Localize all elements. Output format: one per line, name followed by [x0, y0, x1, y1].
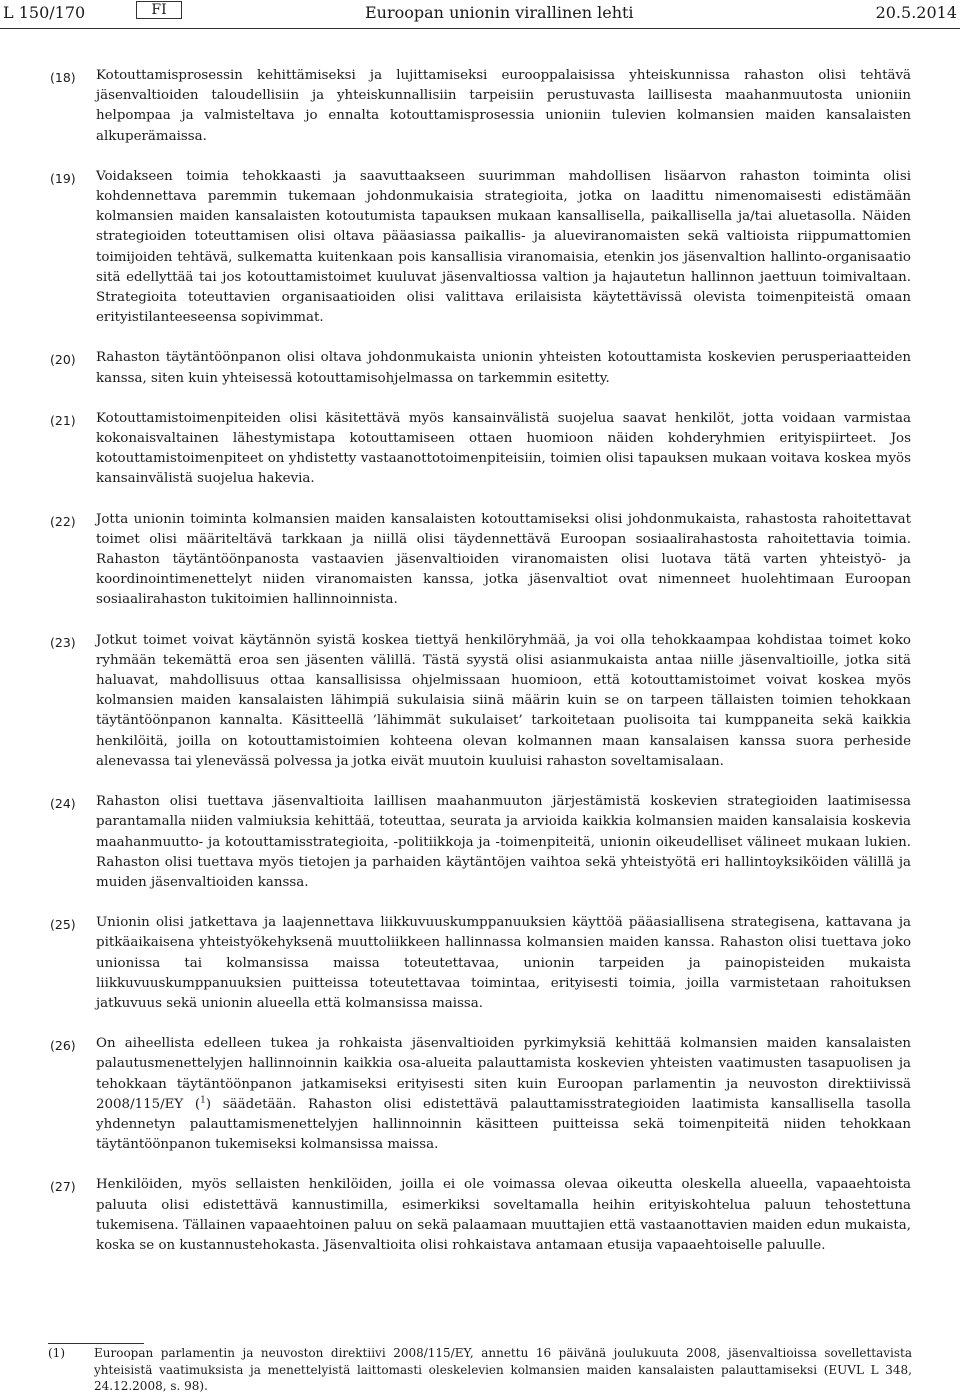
recital-number: (18): [50, 70, 76, 85]
page-number: L 150/170: [3, 3, 86, 22]
recital-number: (20): [50, 352, 76, 368]
recital-number: (26): [50, 1038, 76, 1054]
recital-22: [0, 510, 960, 611]
recital-text: Kotouttamistoimenpiteiden olisi käsitettävä myös kansainvälistä suojelua saavat henkilöt, jotta voidaan varmistaa kokonaisvaltainen lähestymistapa kotouttamiseen ottaen huomioon näiden kohderyhmien erityispiirteet. Jos kotouttamistoimenpiteet on yhdistetty vastaanottotoimenpiteisiin, toimien olisi tapauksen mukaan voitava koskea myös kansainvälistä suojelua hakevia.: [96, 410, 911, 487]
recital-text-part: On aiheellista edelleen tukea ja rohkaista jäsenvaltioiden pyrkimyksiä kehittää kolmansien maiden kansalaisten palautusmenettelyjen hallinnoinnin kaikkia osa-alueita palauttamista koskevien yhteisten vaatimusten tasapuolisen ja tehokkaan täytäntöönpanon jatkamiseksi erityisesti siten kuin Euroopan parlamentin ja neuvoston direktiivissä 2008/115/EY (: [96, 1036, 911, 1112]
recitals-list: [0, 66, 960, 1276]
recital-number: (22): [50, 513, 76, 529]
recital-number: (27): [50, 1179, 76, 1195]
footnote-reference[interactable]: 1: [200, 1095, 206, 1106]
recital-number: (24): [50, 796, 76, 812]
recital-text: [96, 1034, 911, 1155]
footnote-text: Euroopan parlamentin ja neuvoston direktiivi 2008/115/EY, annettu 16 päivänä joulukuuta 2008, jäsenvaltioissa sovellettavista yhteisistä vaatimuksista ja menettelyistä laittomasti oleskelevien kolmansien maiden kansalaisten palauttamiseksi (EUVL L 348, 24.12.2008, s. 98).: [94, 1346, 912, 1393]
footnote: [48, 1345, 912, 1395]
publication-date: 20.5.2014: [875, 3, 957, 22]
header-rule: [0, 28, 960, 29]
recital-text-part: ) säädetään. Rahaston olisi edistettävä palauttamisstrategioiden laatimista kansallisella tasolla yhdennetyn palauttamismenettelyjen hallinnoinnin käsitteen puitteissa sekä toimenpiteitä niiden tehokkaan täytäntöönpanon tukemiseksi kolmansissa maissa.: [96, 1096, 911, 1153]
page-header: [0, 0, 960, 28]
recital-text: Rahaston olisi tuettava jäsenvaltioita laillisen maahanmuuton järjestämistä koskevien strategioiden laatimisessa parantamalla niiden valmiuksia kehittää, toteuttaa, seurata ja arvioida kaikkia kolmansien maiden kansalaisia koskevia maahanmuutto- ja kotouttamisstrategioita, -politiikkoja ja -toimenpiteitä, unionin oikeudelliset välineet mukaan lukien. Rahaston olisi tuettava myös tietojen ja parhaiden käytäntöjen vaihtoa sekä yhteistyötä eri hallintoyksiköiden välillä ja muiden jäsenvaltioiden kanssa.: [96, 794, 911, 890]
language-code-box: FI: [136, 1, 182, 19]
journal-title: Euroopan unionin virallinen lehti: [365, 3, 634, 22]
recital-number: (23): [50, 634, 76, 650]
recital-27: [0, 1175, 960, 1256]
recital-text: Unionin olisi jatkettava ja laajennettava liikkuvuuskumppanuuksien käyttöä pääasiallisena strategisena, kattavana ja pitkäaikaisena yhteistyökehyksenä muuttoliikkeen hallinnassa kolmansien maiden kanssa. Rahaston olisi tuettava joko unionissa tai kolmansissa maissa toteutettavaa, unionin tarpeiden ja painopisteiden mukaista liikkuvuuskumppanuuksien puitteissa toteutettavaa toimintaa, erityisesti toimia, joilla varmistetaan rahoituksen jatkuvuus sekä unionin alueella että kolmansissa maissa.: [96, 915, 911, 1011]
recital-text: Kotouttamisprosessin kehittämiseksi ja lujittamiseksi eurooppalaisissa yhteiskunnissa rahaston olisi tehtävä jäsenvaltioiden taloudellisiin ja yhteiskunnallisiin tarpeisiin perustuvasta laillisesta maahanmuutosta unioniin helpompaa ja valmisteltava jo ennalta kotouttamisprosessia unioniin tulevien kolmansien maiden kansalaisten alkuperämaissa.: [96, 68, 911, 144]
footnote-rule: [48, 1343, 144, 1344]
recital-24: [0, 792, 960, 893]
recital-number: (19): [50, 170, 76, 186]
recital-20: [0, 348, 960, 388]
recital-text: Jotkut toimet voivat käytännön syistä koskea tiettyä henkilöryhmää, ja voi olla tehokkaampaa kohdistaa toimet koko ryhmään tekemättä eroa sen jäsenten välillä. Tästä syystä olisi asianmukaista antaa niille jäsenvaltioille, jotka sitä haluavat, mahdollisuus ottaa kansallisissa ohjelmissaan huomioon, että kotouttamistoimet voivat koskea myös kolmansien maiden kansalaisten lähimpiä sukulaisia siinä määrin kuin se on tarpeen tällaisten toimien tehokkaan täytäntöönpanon kannalta. Käsitteellä ’lähimmät sukulaiset’ tarkoitetaan puolisoita tai kumppaneita sekä kaikkia henkilöitä, joilla on kotouttamistoimien kohteena olevan kolmannen maan kansalaisen kanssa suora perheside alenevassa tai ylenevässä polvessa ja jotka eivät muutoin kuuluisi rahaston soveltamisalaan.: [96, 632, 911, 769]
recital-23: [0, 631, 960, 772]
recital-19: [0, 167, 960, 329]
recital-25: [0, 913, 960, 1014]
footnote-marker: (1): [48, 1346, 65, 1360]
recital-26: [0, 1034, 960, 1155]
recital-18: [0, 66, 960, 147]
recital-21: [0, 409, 960, 490]
recital-number: (21): [50, 412, 76, 428]
recital-text: Jotta unionin toiminta kolmansien maiden kansalaisten kotouttamiseksi olisi johdonmukaista, rahastosta rahoitettavat toimet olisi määriteltävä tarkkaan ja niillä olisi täydennettävä Euroopan sosiaalirahastosta rahoitettavia toimia. Rahaston täytäntöönpanosta vastaavien jäsenvaltioiden viranomaisten olisi luotava tätä varten yhteistyö- ja koordinointimenettelyt niiden viranomaisten kanssa, jotka jäsenvaltiot ovat nimenneet huolehtimaan Euroopan sosiaalirahaston tukitoimien hallinnoinnista.: [96, 511, 911, 608]
recital-number: (25): [50, 917, 76, 933]
recital-text: Voidakseen toimia tehokkaasti ja saavuttaakseen suurimman mahdollisen lisäarvon rahaston toiminta olisi kohdennettava paremmin tukemaan johdonmukaisia strategioita, jotka on laadittu nimenomaisesti edistämään kolmansien maiden kansalaisten kotoutumista tapauksen mukaan kansallisella, paikallisella ja/tai aluetasolla. Näiden strategioiden toteuttamisen olisi oltava pääasiassa paikallis- ja alueviranomaisten sekä valtioista riippumattomien toimijoiden tehtävä, sulkematta kuitenkaan pois kansallisia viranomaisia, etenkin jos jäsenvaltion hallinto-organisaatio sitä edellyttää tai jos kotouttamistoimet kuuluvat jäsenvaltiossa valtion ja hajautetun hallinnon jaettuun toimivaltaan. Strategioita toteuttavien organisaatioiden olisi valittava erilaisista käytettävissä olevista toimenpiteistä omaan erityistilanteeseensa sopivimmat.: [96, 168, 911, 326]
recital-text: Rahaston täytäntöönpanon olisi oltava johdonmukaista unionin yhteisten kotouttamista koskevien perusperiaatteiden kanssa, siten kuin yhteisessä kotouttamisohjelmassa on tarkemmin esitetty.: [96, 350, 911, 386]
recital-text: Henkilöiden, myös sellaisten henkilöiden, joilla ei ole voimassa olevaa oikeutta oleskella alueella, vapaaehtoista paluuta olisi edistettävä kannustimilla, esimerkiksi soveltamalla heihin erityiskohtelua paluun tehostettuna tukemisena. Tällainen vapaaehtoinen paluu on sekä palaamaan muuttajien että vastaanottavien maiden edun mukaista, koska se on kustannustehokasta. Jäsenvaltioita olisi rohkaistava antamaan etusija vapaaehtoiselle paluulle.: [96, 1177, 911, 1253]
